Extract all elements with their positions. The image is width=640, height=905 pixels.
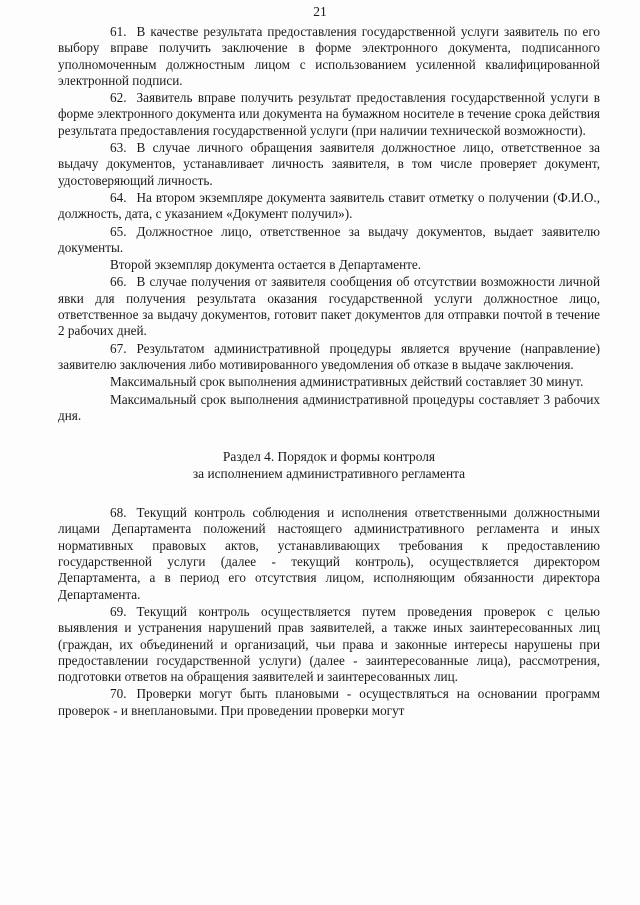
paragraph-number: 65. [110, 223, 127, 239]
paragraph-number: 66. [110, 274, 127, 290]
paragraph-max-actions [58, 374, 600, 390]
paragraph-65 [58, 224, 600, 257]
paragraph-text: В случае личного обращения заявителя должностное лицо, ответственное за выдачу документов, устанавливает личность заявителя, в том числе проверяет документ, удостоверяющий личность. [58, 140, 600, 188]
section-heading-line2: за исполнением административного регламента [192, 466, 466, 482]
paragraph-text: Максимальный срок выполнения административной процедуры составляет 3 рабочих дня. [58, 391, 600, 423]
paragraph-text: В случае получения от заявителя сообщения об отсутствии возможности личной явки для получения результата оказания государственной услуги должностное лицо, ответственное за выдачу документов, готовит пакет документов для отправки почтой в течение 2 рабочих дней. [58, 274, 600, 339]
paragraph-text: Текущий контроль осуществляется путем проведения проверок с целью выявления и устранения нарушений прав заявителей, а также иных заинтересованных лиц (граждан, их объединений и организаций, чьи права и законные интересы нарушены при предоставлении государственной услуги) (далее - заинтересованные лица), рассмотрения, подготовки ответов на обращения заявителей и заинтересованных лиц. [58, 603, 600, 685]
paragraph-max-procedure [58, 392, 600, 425]
paragraph-text: На втором экземпляре документа заявитель ставит отметку о получении (Ф.И.О., должность, дата, с указанием «Документ получил»). [58, 189, 600, 222]
paragraph-66 [58, 274, 600, 339]
paragraph-61 [58, 24, 600, 89]
paragraph-number: 64. [110, 189, 127, 205]
paragraph-number: 68. [110, 505, 127, 521]
paragraph-62 [58, 90, 600, 139]
paragraph-64 [58, 190, 600, 223]
paragraph-text: Должностное лицо, ответственное за выдачу документов, выдает заявителю документы. [58, 223, 600, 255]
paragraph-70 [58, 686, 600, 719]
paragraph-text: Результатом административной процедуры является вручение (направление) заявителю заключения либо мотивированного уведомления об отказе в выдаче заключения. [58, 340, 600, 372]
document-body [58, 24, 600, 720]
paragraph-63 [58, 140, 600, 189]
paragraph-number: 61. [110, 24, 127, 39]
page-number: 21 [313, 4, 327, 19]
paragraph-second-copy [58, 257, 600, 273]
paragraph-68 [58, 505, 600, 603]
paragraph-text: Текущий контроль соблюдения и исполнения ответственными должностными лицами Департамента положений настоящего административного регламента и иных нормативных правовых актов, устанавливающих требования к предоставлению государственной услуги (далее - текущий контроль), осуществляется директором Департамента, а в период его отсутствия лицом, исполняющим обязанности директора Департамента. [58, 505, 600, 602]
paragraph-number: 63. [110, 140, 127, 156]
section-heading [58, 448, 600, 482]
paragraph-text: В качестве результата предоставления государственной услуги заявитель по его выбору вправе получить заключение в форме электронного документа, подписанного уполномоченным должностным лицом с использованием усиленной квалифицированной электронной подписи. [58, 24, 600, 88]
paragraph-number: 62. [110, 90, 127, 106]
paragraph-text: Заявитель вправе получить результат предоставления государственной услуги в форме электронного документа или документа на бумажном носителе в течение срока действия результата предоставления государственной услуги (при наличии технической возможности). [58, 90, 600, 138]
paragraph-69 [58, 604, 600, 685]
paragraph-text: Второй экземпляр документа остается в Департаменте. [110, 257, 422, 273]
paragraph-67 [58, 341, 600, 374]
paragraph-text: Максимальный срок выполнения административных действий составляет 30 минут. [110, 374, 584, 390]
paragraph-text: Проверки могут быть плановыми - осуществляться на основании программ проверок - и внеплановыми. При проведении проверки могут [58, 686, 600, 718]
section-heading-line1: Раздел 4. Порядок и формы контроля [222, 449, 436, 465]
paragraph-number: 67. [110, 340, 127, 356]
paragraph-number: 70. [110, 686, 127, 702]
paragraph-number: 69. [110, 603, 127, 619]
